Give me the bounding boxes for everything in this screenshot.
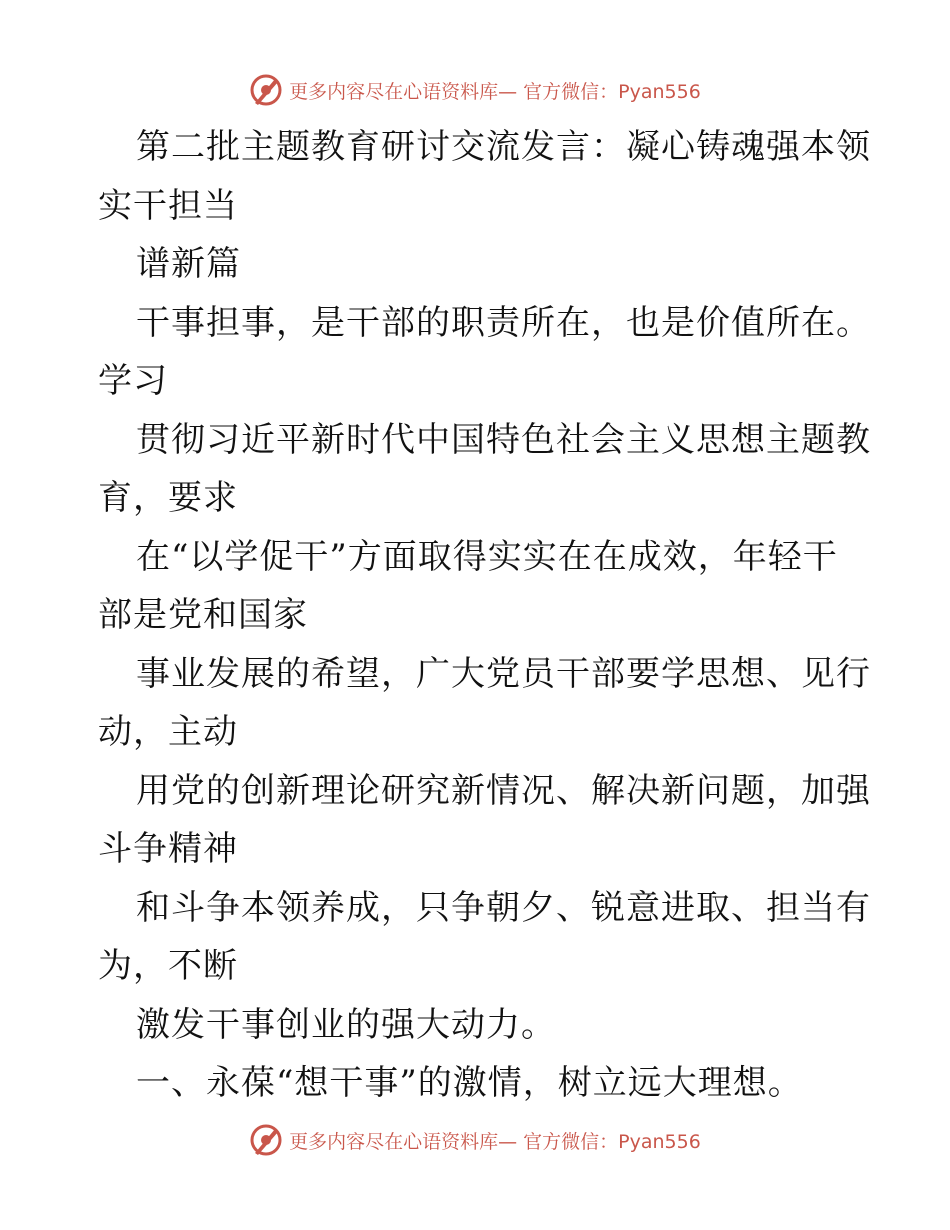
text-line: 激发干事创业的强大动力。 [136,1004,556,1045]
text-line: 育，要求 [98,478,238,518]
text-line: 为，不断 [98,946,238,986]
text-line: 和斗争本领养成，只争朝夕、锐意进取、担当有 [136,887,871,928]
text-line: 实干担当 [98,185,238,226]
text-line: 第二批主题教育研讨交流发言：凝心铸魂强本领 [136,127,871,167]
watermark-contact: 官方微信：Pyan556 [523,1130,701,1153]
quill-logo-icon [249,73,283,107]
text-line: 在“以学促干”方面取得实实在在成效，年轻干 [136,536,838,577]
watermark-text: 更多内容尽在心语资料库— [289,80,518,103]
text-line: 事业发展的希望，广大党员干部要学思想、见行 [136,653,871,694]
text-line: 谱新篇 [136,244,241,284]
text-line: 学习 [98,361,168,401]
watermark-contact: 官方微信：Pyan556 [523,80,701,103]
text-line: 斗争精神 [98,829,238,869]
text-line: 动，主动 [98,712,238,752]
header-watermark [0,70,950,110]
text-line: 干事担事，是干部的职责所在，也是价值所在。 [136,302,871,343]
quill-logo-icon [249,1123,283,1157]
text-line: 用党的创新理论研究新情况、解决新问题，加强 [136,770,871,811]
text-line: 贯彻习近平新时代中国特色社会主义思想主题教 [136,419,871,460]
watermark-text: 更多内容尽在心语资料库— [289,1130,518,1153]
document-body [98,118,871,1113]
text-line: 一、永葆“想干事”的激情，树立远大理想。 [136,1063,803,1103]
text-line: 部是党和国家 [98,595,308,635]
footer-watermark [0,1120,950,1160]
